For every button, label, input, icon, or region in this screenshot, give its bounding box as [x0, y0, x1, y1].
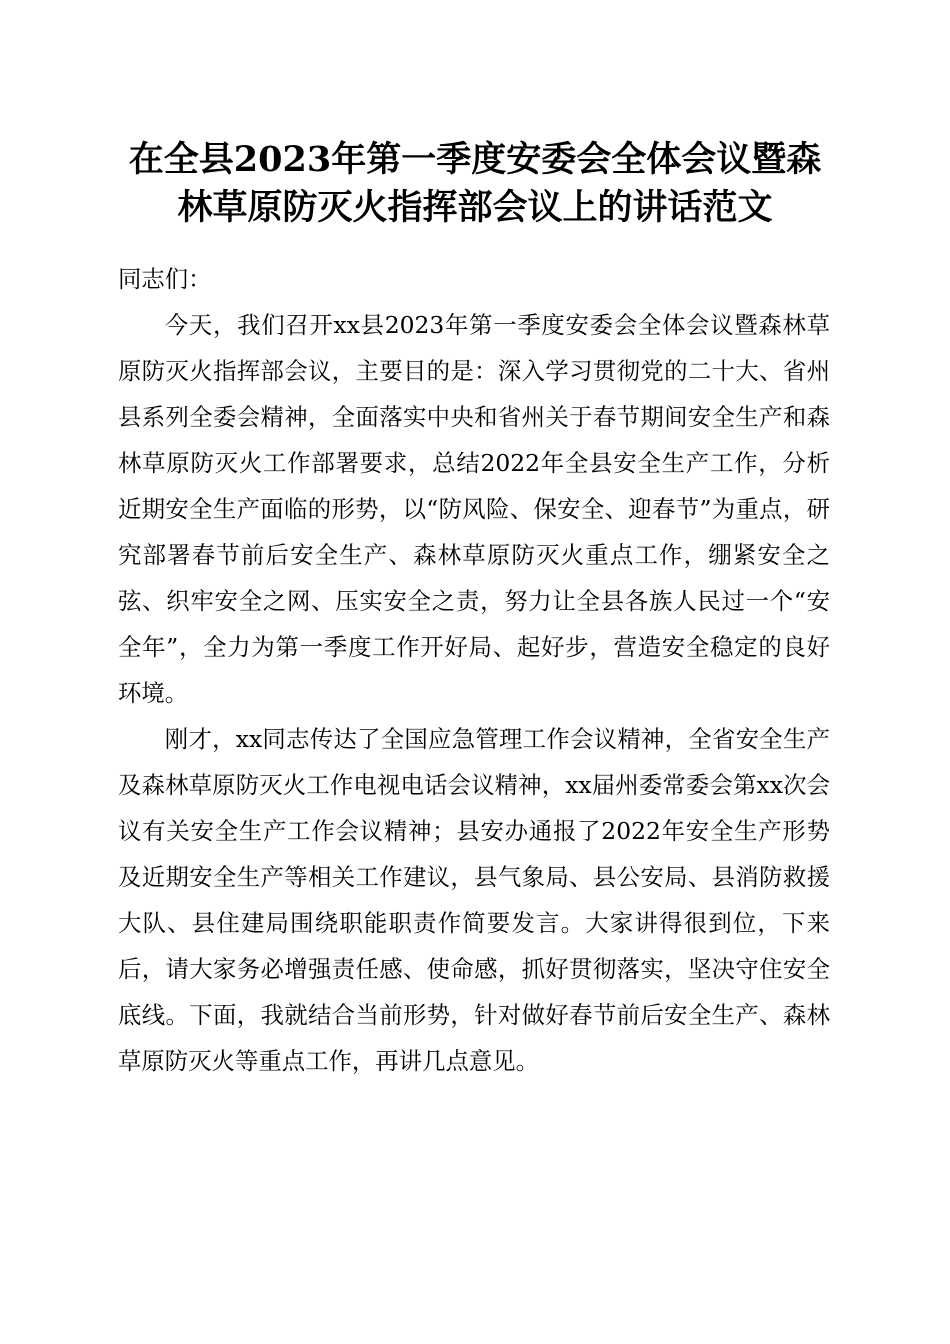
document-title	[100, 136, 850, 232]
title-line-2: 林草原防灭火指挥部会议上的讲话范文	[177, 187, 773, 228]
paragraph-2: 刚才，xx同志传达了全国应急管理工作会议精神，全省安全生产及森林草原防灭火工作电视电话会议精神，xx届州委常委会第xx次会议有关安全生产工作会议精神；县安办通报了2022年安全生产形势及近期安全生产等相关工作建议，县气象局、县公安局、县消防救援大队、县住建局围绕职能职责作简要发言。大家讲得很到位，下来后，请大家务必增强责任感、使命感，抓好贯彻落实，坚决守住安全底线。下面，我就结合当前形势，针对做好春节前后安全生产、森林草原防灭火等重点工作，再讲几点意见。	[118, 725, 830, 1075]
paragraph-1: 今天，我们召开xx县2023年第一季度安委会全体会议暨森林草原防灭火指挥部会议，主要目的是：深入学习贯彻党的二十大、省州县系列全委会精神，全面落实中央和省州关于春节期间安全生产和森林草原防灭火工作部署要求，总结2022年全县安全生产工作，分析近期安全生产面临的形势，以“防风险、保安全、迎春节”为重点，研究部署春节前后安全生产、森林草原防灭火重点工作，绷紧安全之弦、织牢安全之网、压实安全之责，努力让全县各族人民过一个“安全年”，全力为第一季度工作开好局、起好步，营造安全稳定的良好环境。	[118, 311, 830, 707]
title-line-1: 在全县2023年第一季度安委会全体会议暨森	[128, 139, 822, 180]
salutation: 同志们：	[118, 265, 212, 293]
document-body	[118, 256, 830, 1084]
